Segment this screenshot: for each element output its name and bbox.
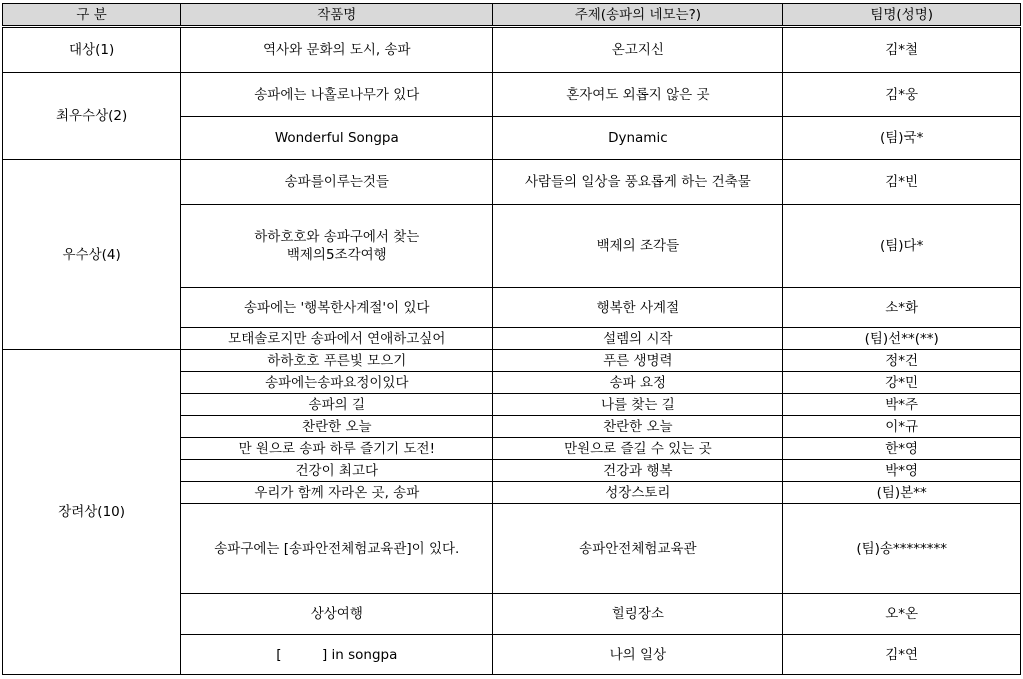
theme-cell: 송파안전체험교육관 (493, 504, 783, 594)
table-row (3, 73, 1021, 117)
team-cell: 박*주 (783, 394, 1021, 416)
team-cell: 김*웅 (783, 73, 1021, 117)
title-cell: 송파의 길 (181, 394, 493, 416)
category-cell: 최우수상(2) (3, 73, 181, 160)
title-cell (181, 205, 493, 288)
team-cell: 김*연 (783, 635, 1021, 675)
title-cell: 하하호호 푸른빛 모으기 (181, 350, 493, 372)
title-cell: 송파를이루는것들 (181, 160, 493, 205)
theme-cell: 만원으로 즐길 수 있는 곳 (493, 438, 783, 460)
theme-cell: 사람들의 일상을 풍요롭게 하는 건축물 (493, 160, 783, 205)
header-row (3, 4, 1021, 27)
theme-cell: 힐링장소 (493, 594, 783, 635)
title-cell: 역사와 문화의 도시, 송파 (181, 27, 493, 73)
category-cell: 대상(1) (3, 27, 181, 73)
theme-cell: 송파 요정 (493, 372, 783, 394)
theme-cell: 백제의 조각들 (493, 205, 783, 288)
team-cell: 이*규 (783, 416, 1021, 438)
team-cell: (팀)국* (783, 117, 1021, 160)
theme-cell: 혼자여도 외롭지 않은 곳 (493, 73, 783, 117)
team-cell: 오*온 (783, 594, 1021, 635)
team-cell: 김*빈 (783, 160, 1021, 205)
header-category: 구 분 (3, 4, 181, 27)
header-team: 팀명(성명) (783, 4, 1021, 27)
header-title: 작품명 (181, 4, 493, 27)
team-cell: 강*민 (783, 372, 1021, 394)
theme-cell: 건강과 행복 (493, 460, 783, 482)
team-cell: 정*건 (783, 350, 1021, 372)
theme-cell: 푸른 생명력 (493, 350, 783, 372)
theme-cell: 찬란한 오늘 (493, 416, 783, 438)
table-row (3, 160, 1021, 205)
table-row (3, 27, 1021, 73)
category-cell: 우수상(4) (3, 160, 181, 350)
title-line: 백제의5조각여행 (286, 247, 387, 263)
theme-cell: 성장스토리 (493, 482, 783, 504)
table-row (3, 350, 1021, 372)
awards-table (2, 3, 1021, 675)
theme-cell: 나를 찾는 길 (493, 394, 783, 416)
team-cell: 박*영 (783, 460, 1021, 482)
title-cell: 송파구에는 [송파안전체험교육관]이 있다. (181, 504, 493, 594)
team-cell: (팀)선**(**) (783, 328, 1021, 350)
header-theme: 주제(송파의 네모는?) (493, 4, 783, 27)
title-cell: 송파에는 '행복한사계절'이 있다 (181, 288, 493, 328)
team-cell: 소*화 (783, 288, 1021, 328)
theme-cell: 행복한 사계절 (493, 288, 783, 328)
title-line: 하하호호와 송파구에서 찾는 (254, 229, 420, 245)
theme-cell: 나의 일상 (493, 635, 783, 675)
theme-cell: Dynamic (493, 117, 783, 160)
title-cell: 우리가 함께 자라온 곳, 송파 (181, 482, 493, 504)
title-cell: 모태솔로지만 송파에서 연애하고싶어 (181, 328, 493, 350)
team-cell: (팀)송******** (783, 504, 1021, 594)
team-cell: (팀)본** (783, 482, 1021, 504)
team-cell: 한*영 (783, 438, 1021, 460)
title-cell: 상상여행 (181, 594, 493, 635)
title-cell: 찬란한 오늘 (181, 416, 493, 438)
title-cell: Wonderful Songpa (181, 117, 493, 160)
theme-cell: 설렘의 시작 (493, 328, 783, 350)
title-cell: [ ] in songpa (181, 635, 493, 675)
title-cell: 송파에는 나홀로나무가 있다 (181, 73, 493, 117)
title-cell: 건강이 최고다 (181, 460, 493, 482)
title-cell: 만 원으로 송파 하루 즐기기 도전! (181, 438, 493, 460)
category-cell: 장려상(10) (3, 350, 181, 675)
team-cell: 김*철 (783, 27, 1021, 73)
theme-cell: 온고지신 (493, 27, 783, 73)
title-cell: 송파에는송파요정이있다 (181, 372, 493, 394)
team-cell: (팀)다* (783, 205, 1021, 288)
